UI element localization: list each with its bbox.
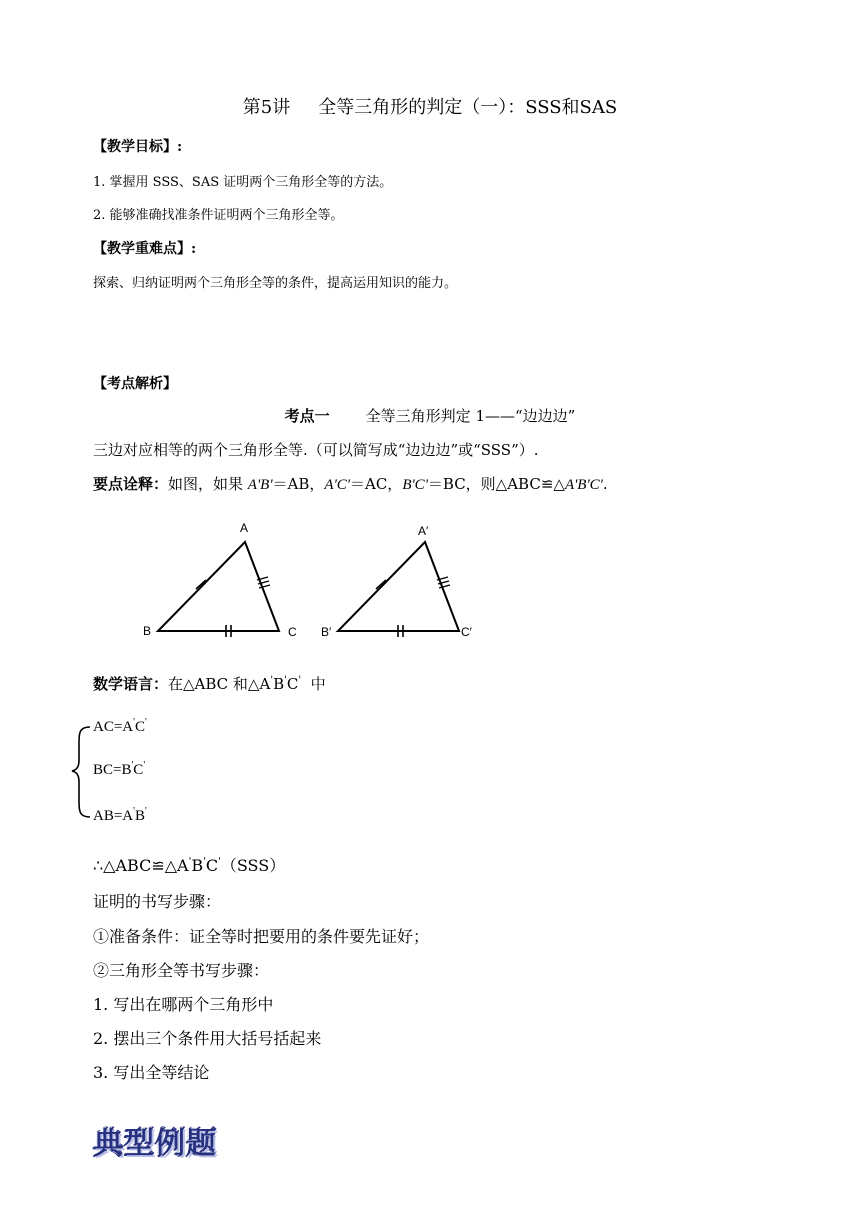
triangle-abc — [158, 542, 279, 637]
conclusion-c: C — [205, 856, 219, 875]
lesson-number: 第5讲 — [242, 97, 291, 118]
analysis-heading: 【考点解析】 — [93, 376, 177, 392]
math-intro-d: 中 — [310, 675, 326, 693]
math-intro-b: B — [273, 675, 285, 693]
prime-mark: ' — [298, 675, 302, 686]
conclusion-line — [93, 853, 285, 876]
prime-mark: ' — [270, 675, 274, 686]
point-label: 考点一 — [284, 407, 330, 425]
note-intro: 如图，如果 — [168, 475, 248, 493]
key-points-heading: 【教学重难点】: — [93, 241, 197, 257]
label-B: B — [143, 624, 152, 638]
eq-bc-right: C — [133, 762, 144, 778]
math-intro-c: C — [286, 675, 299, 693]
left-brace — [72, 727, 90, 817]
prime-mark: ' — [203, 856, 206, 868]
step-1: ①准备条件：证全等时把要用的条件要先证好； — [93, 927, 430, 946]
lesson-topic: 全等三角形的判定（一）：SSS和SAS — [318, 97, 618, 118]
note-seg-1: A'B' — [247, 477, 273, 493]
prime-mark: ' — [284, 675, 287, 686]
prime-mark: ' — [133, 806, 135, 817]
conclusion-d: （SSS） — [220, 856, 286, 875]
objectives-heading: 【教学目标】: — [93, 139, 183, 155]
note-seg-7: A'B'C' — [564, 477, 603, 493]
prime-mark: ' — [131, 760, 134, 771]
math-language-label: 数学语言： — [93, 675, 169, 693]
note-seg-6: ＝BC，则△ABC≌△ — [427, 475, 565, 493]
label-C: C — [288, 625, 297, 639]
note-seg-3: A'C' — [324, 477, 350, 493]
key-points-text: 探索、归纳证明两个三角形全等的条件，提高运用知识的能力。 — [93, 276, 458, 291]
label-C-prime: C′ — [461, 625, 472, 639]
equation-bc — [93, 762, 145, 779]
step-item-1: 1. 写出在哪两个三角形中 — [93, 995, 274, 1014]
objective-item-2: 2. 能够准确找准条件证明两个三角形全等。 — [93, 208, 344, 223]
triangle-abc-prime-outline — [338, 542, 459, 631]
note-seg-8: . — [602, 475, 608, 493]
triangle-abc-outline — [158, 542, 279, 631]
step-item-2: 2. 摆出三个条件用大括号括起来 — [93, 1029, 322, 1048]
objective-item-1: 1. 掌握用 SSS、SAS 证明两个三角形全等的方法。 — [93, 175, 393, 190]
prime-mark: ' — [143, 760, 146, 771]
note-seg-2: ＝AB， — [272, 475, 325, 493]
label-A-prime: A′ — [418, 524, 429, 538]
sss-rule: 三边对应相等的两个三角形全等.（可以简写成“边边边”或“SSS”）. — [93, 441, 539, 459]
triangle-abc-prime — [338, 542, 459, 637]
prime-mark: ' — [133, 717, 135, 728]
label-A: A — [240, 521, 249, 535]
steps-heading: 证明的书写步骤： — [93, 892, 222, 911]
note-seg-4: ＝AC， — [350, 475, 403, 493]
step-item-3: 3. 写出全等结论 — [93, 1063, 210, 1082]
eq-ab-right: B — [134, 808, 145, 824]
eq-ac-right: C — [134, 719, 145, 735]
eq-ac-left: AC=A — [93, 719, 134, 735]
conclusion-a: ∴△ABC≌△A — [93, 856, 189, 875]
prime-mark: ' — [218, 856, 221, 868]
prime-mark: ' — [144, 806, 147, 817]
label-B-prime: B′ — [321, 625, 332, 639]
conclusion-b: B — [191, 856, 204, 875]
equation-ac — [93, 719, 147, 736]
prime-mark: ' — [188, 856, 192, 868]
note-seg-5: B'C' — [402, 477, 428, 493]
typical-examples-banner: 典型例题 — [93, 1126, 217, 1161]
math-language-intro — [93, 673, 326, 694]
prime-mark: ' — [144, 717, 147, 728]
math-intro-a: 在△ABC 和△A — [168, 675, 271, 693]
eq-ab-left: AB=A — [93, 808, 134, 824]
note-label: 要点诠释： — [93, 475, 169, 493]
step-2: ②三角形全等书写步骤： — [93, 961, 270, 980]
equation-ab — [93, 808, 147, 825]
point-title: 全等三角形判定 1——“边边边” — [365, 407, 576, 425]
eq-bc-left: BC=B — [93, 762, 132, 778]
